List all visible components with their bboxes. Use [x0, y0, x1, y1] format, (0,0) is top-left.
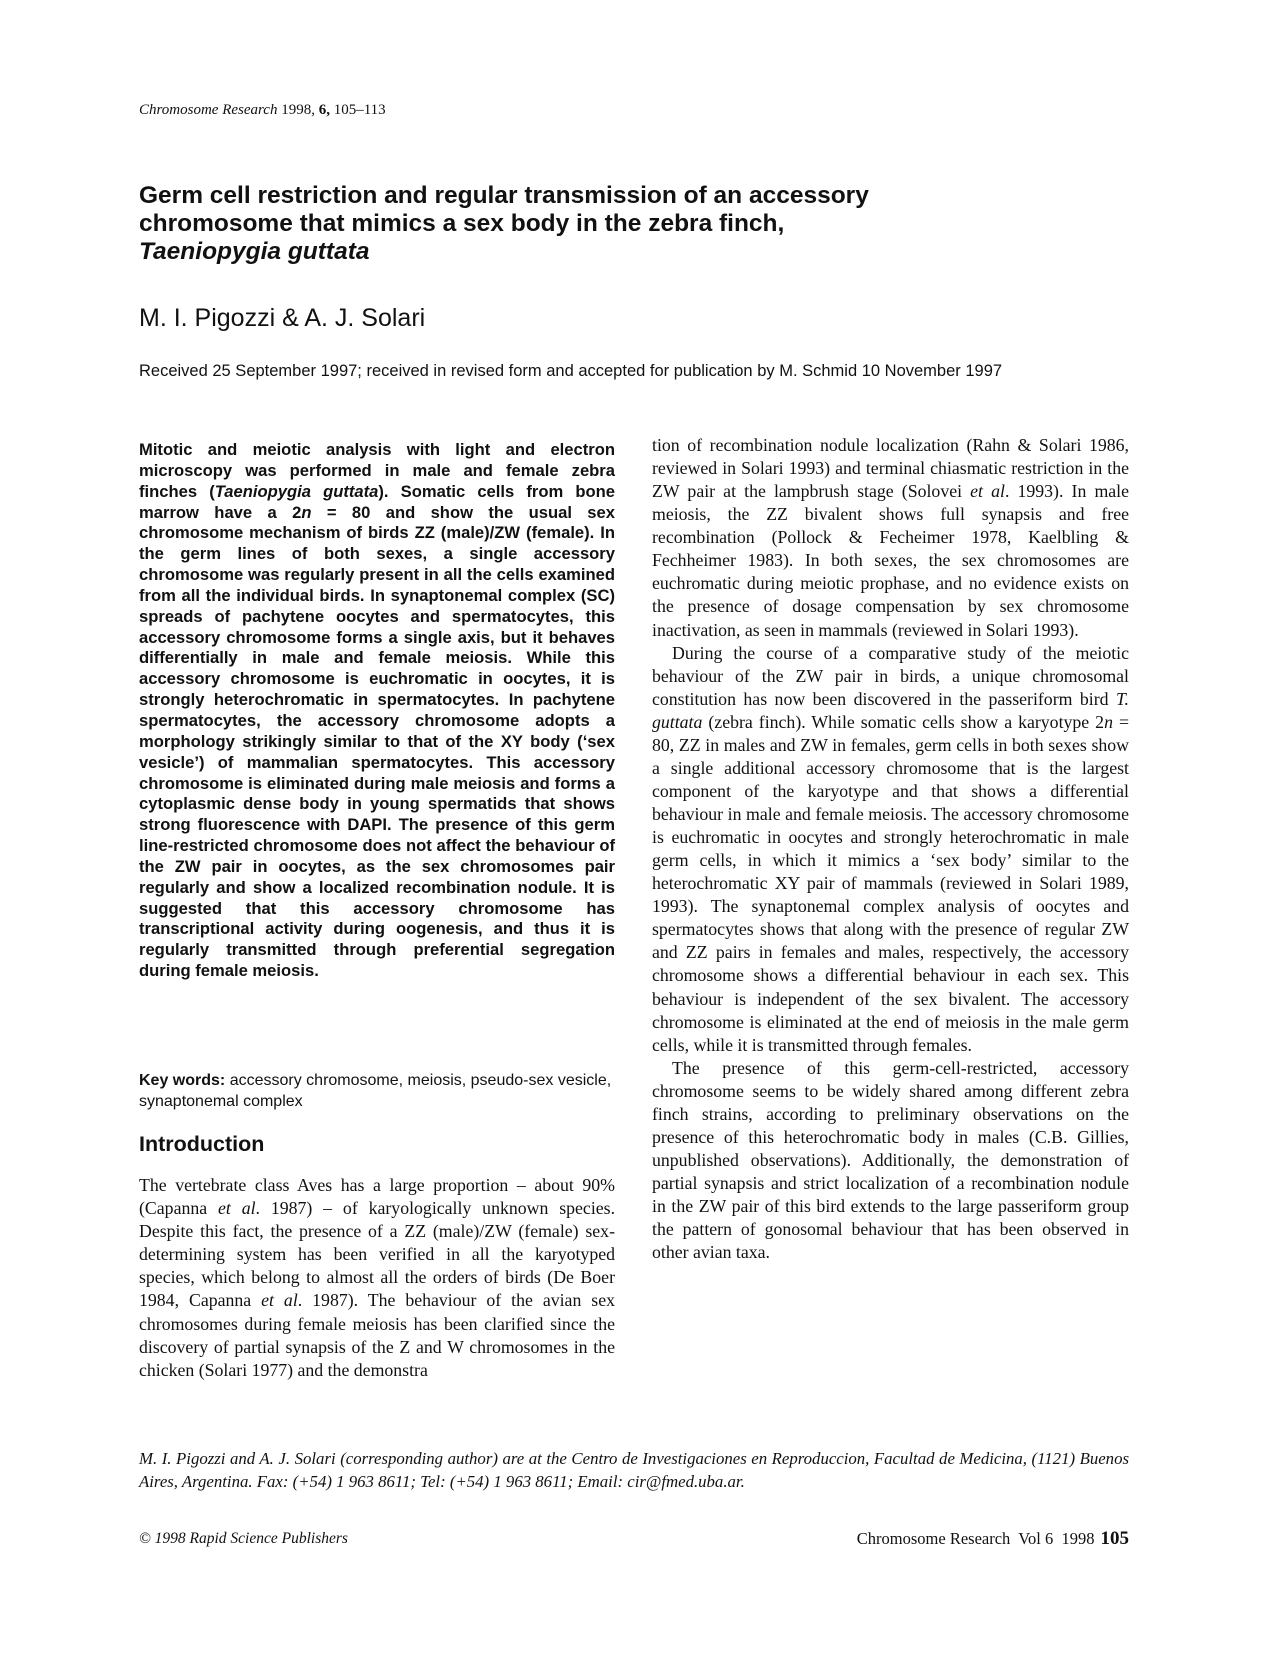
- abstract-text: Mitotic and meiotic analysis with light and electron microscopy was performed in male and female zebra finches (: [139, 440, 615, 501]
- paragraph-text: During the course of a comparative study of the meiotic behaviour of the ZW pair in birds, a unique chromosomal constitution has now been discovered in the passeriform bird: [652, 642, 1129, 709]
- paragraph-text: (zebra finch). While somatic cells show a karyotype 2: [702, 711, 1105, 732]
- footer-journal: Chromosome Research Vol 6 1998: [856, 1529, 1095, 1548]
- abstract-text: = 80 and show the usual sex chromosome mechanism of birds ZZ (male)/ZW (female). In the germ lines of both sexes, a single accessory chromosome was regularly present in all the cells examined from all the individual birds. In synaptonemal complex (SC) spreads of pachytene oocytes and spermatocytes, this accessory chromosome forms a single axis, but it behaves differentially in male and female meiosis. While this accessory chromosome is euchromatic in oocytes, it is strongly heterochromatic in spermatocytes. In pachytene spermatocytes, the accessory chromosome adopts a morphology strikingly similar to that of the XY body (‘sex vesicle’) of mammalian spermatocytes. This accessory chromosome is eliminated during male meiosis and forms a cytoplasmic dense body in young spermatids that shows strong fluorescence with DAPI. The presence of this germ line-restricted chromosome does not affect the behaviour of the ZW pair in oocytes, as the sex chromosomes pair regularly and show a localized recombination nodule. It is suggested that this accessory chromosome has transcriptional activity during oogenesis, and thus it is regularly transmitted through preferential segregation during female meiosis.: [139, 502, 615, 981]
- authors: M. I. Pigozzi & A. J. Solari: [139, 304, 426, 332]
- variable: n: [1104, 711, 1113, 732]
- page-number: 105: [1100, 1528, 1129, 1549]
- abstract-text: ). Somatic cells from bone marrow have a 2: [139, 481, 615, 522]
- footer-journal-info: [857, 1528, 1129, 1550]
- title-line-1: Germ cell restriction and regular transmission of an accessory: [139, 182, 869, 209]
- intro-paragraph-2: [652, 642, 1129, 1057]
- paper-title: [139, 182, 1139, 266]
- abstract-species: Taeniopygia guttata: [214, 481, 379, 501]
- introduction-column-2: [652, 434, 1129, 1264]
- paragraph-text: The vertebrate class Aves has a large proportion – about 90% (Capanna et al. 1987) – of karyologically unknown species. Despite this fact, the presence of a ZZ (male)/ZW (female) sex-determining system has been verified in all the karyotyped species, which belong to almost all the orders of birds (De Boer 1984, Capanna et al. 1987). The behaviour of the avian sex chromosomes during female meiosis has been clarified since the discovery of partial synapsis of the Z and W chromosomes in the chicken (Solari 1977) and the demonstra: [139, 1175, 616, 1380]
- author-affiliation: M. I. Pigozzi and A. J. Solari (corresponding author) are at the Centro de Investigaciones en Reproduccion, Facultad de Medicina, (1121) Buenos Aires, Argentina. Fax: (+54) 1 963 8611; Tel: (+54) 1 963 8611; Email: cir@fmed.uba.ar.: [139, 1449, 1129, 1491]
- paragraph-text: tion of recombination nodule localization (Rahn & Solari 1986, reviewed in Solari 1993) and terminal chiasmatic restriction in the ZW pair at the lampbrush stage (Solovei et al. 1993). In male meiosis, the ZZ bivalent shows full synapsis and free recombination (Pollock & Fecheimer 1978, Kaelbling & Fechheimer 1983). In both sexes, the sex chromosomes are euchromatic during meiotic prophase, and no evidence exists on the presence of dosage compensation by sex chromosome inactivation, as seen in mammals (reviewed in Solari 1993).: [652, 435, 1130, 640]
- abstract: [139, 440, 615, 982]
- title-species: Taeniopygia guttata: [139, 238, 370, 265]
- intro-paragraph-3: The presence of this germ-cell-restricted, accessory chromosome seems to be widely shared among different zebra finch strains, according to preliminary observations on the presence of this heterochromatic body in males (C.B. Gillies, unpublished observations). Additionally, the demonstration of partial synapsis and strict localization of a recombination nodule in the ZW pair of this bird extends to the large passeriform group the pattern of gonosomal behaviour that has been observed in other avian taxa.: [652, 1057, 1129, 1263]
- introduction-heading: Introduction: [139, 1132, 265, 1156]
- title-line-2: chromosome that mimics a sex body in the zebra finch,: [139, 210, 785, 237]
- keywords-text: accessory chromosome, meiosis, pseudo-sex vesicle, synaptonemal complex: [139, 1072, 612, 1110]
- copyright: © 1998 Rapid Science Publishers: [139, 1530, 348, 1547]
- species-name: T. guttata: [652, 688, 1129, 732]
- intro-paragraph-1-part-2: [652, 434, 1129, 642]
- received-dates: Received 25 September 1997; received in revised form and accepted for publication by M. Schmid 10 November 1997: [139, 362, 1003, 380]
- journal-pages: 105–113: [333, 102, 386, 118]
- journal-reference: [139, 102, 386, 119]
- abstract-variable: n: [301, 502, 312, 522]
- keywords: [139, 1070, 615, 1112]
- introduction-column-1: [139, 1174, 615, 1382]
- journal-year: 1998,: [281, 102, 315, 118]
- journal-volume: 6,: [318, 102, 330, 118]
- paragraph-text: = 80, ZZ in males and ZW in females, germ cells in both sexes show a single additional accessory chromosome that is the largest component of the karyotype and that shows a differential behaviour in male and female meiosis. The accessory chromosome is euchromatic in oocytes and strongly heterochromatic in male germ cells, in which it mimics a ‘sex body’ similar to the heterochromatic XY pair of mammals (reviewed in Solari 1989, 1993). The synaptonemal complex analysis of oocytes and spermatocytes shows that along with the presence of regular ZW and ZZ pairs in females and males, respectively, the accessory chromosome shows a differential behaviour in each sex. This behaviour is independent of the sex bivalent. The accessory chromosome is eliminated at the end of meiosis in the male germ cells, while it is transmitted through females.: [652, 711, 1129, 1055]
- keywords-label: Key words:: [139, 1072, 226, 1089]
- journal-name: Chromosome Research: [139, 102, 278, 118]
- intro-paragraph-1-part-1: [139, 1174, 615, 1382]
